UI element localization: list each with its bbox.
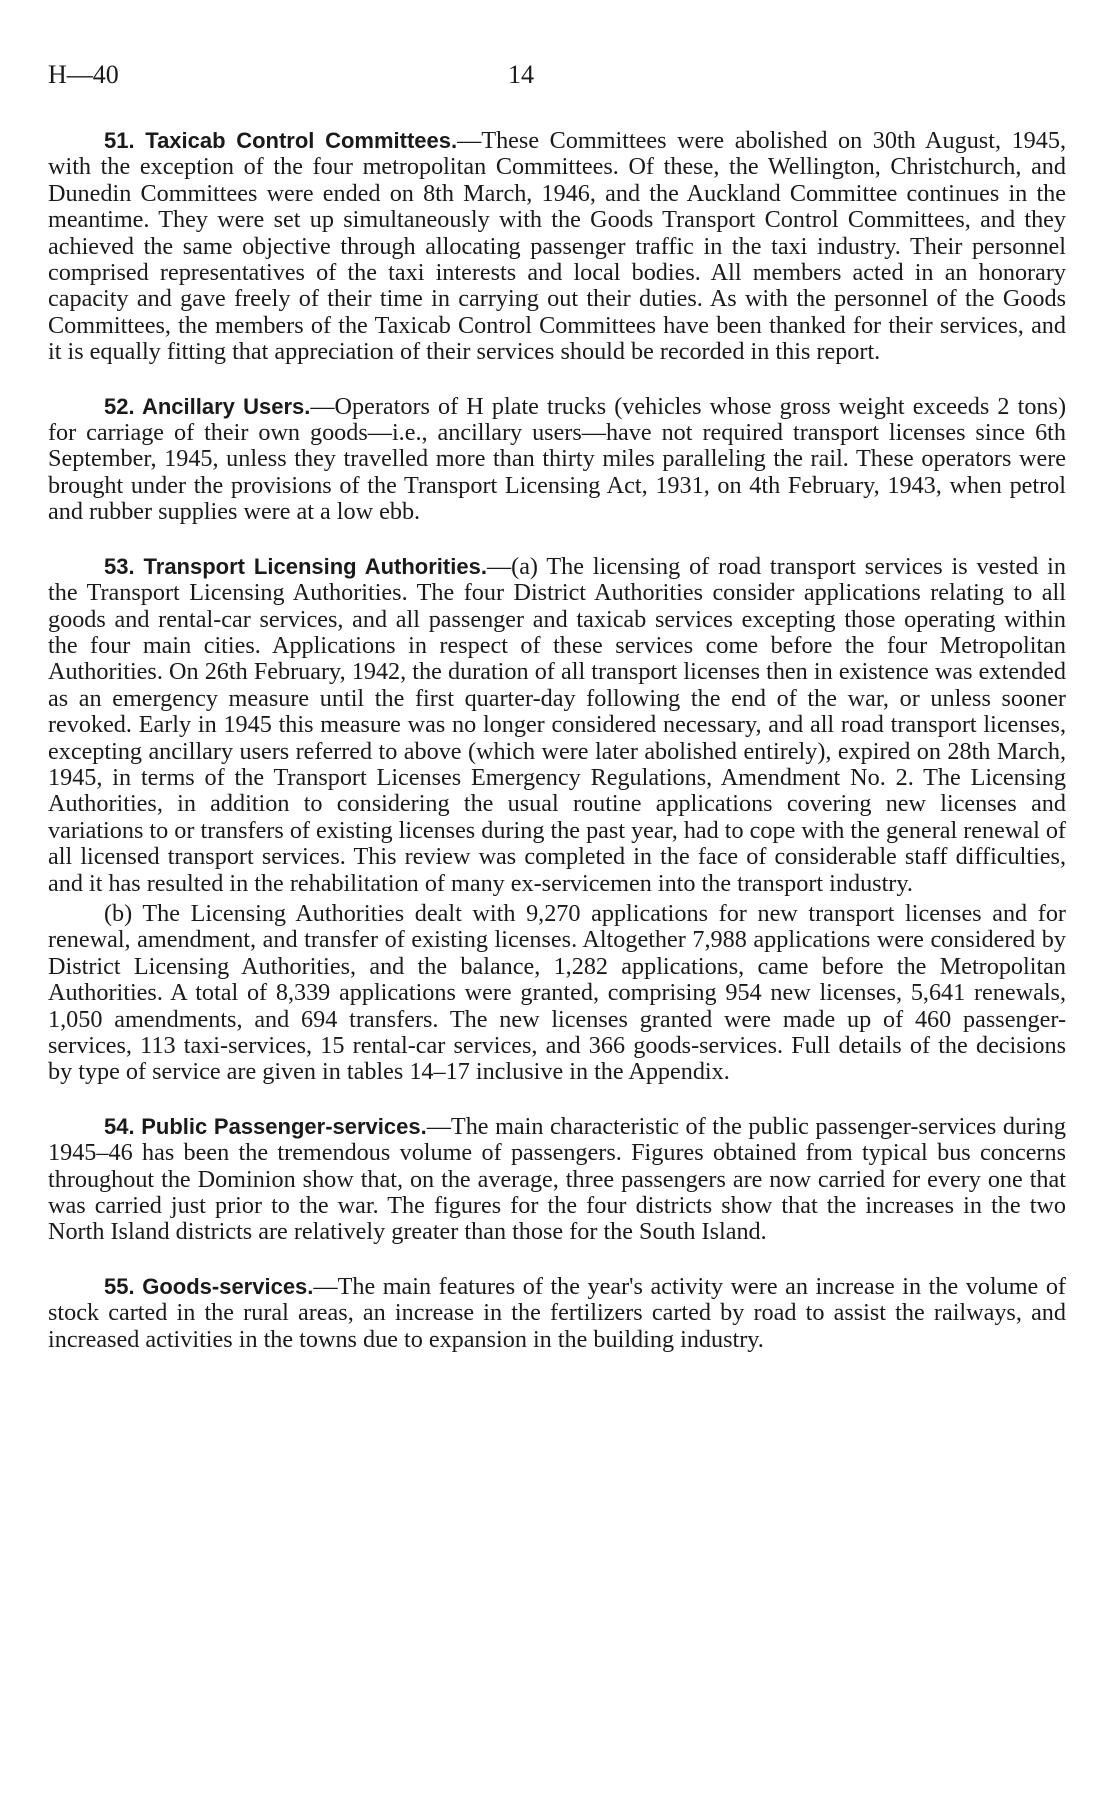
section-55-paragraph — [48, 1274, 1066, 1353]
section-52-text: —Operators of H plate trucks (vehicles whose gross weight exceeds 2 tons) for carriage of their own goods—i.e., ancillary users—have not required transport licenses since 6th September, 1945, unless they travelled more than thirty miles paralleling the rail. These operators were brought under the provisions of the Transport Licensing Act, 1931, on 4th February, 1943, when petrol and rubber supplies were at a low ebb. — [48, 392, 1066, 526]
section-54-text: —The main characteristic of the public passenger-services during 1945–46 has been the tremendous volume of passengers. Figures obtained from typical bus concerns throughout the Dominion show that, on the average, three passengers are now carried for every one that was carried just prior to the war. The figures for the four districts show that the increases in the two North Island districts are relatively greater than those for the South Island. — [48, 1112, 1067, 1246]
document-page — [48, 60, 1066, 1381]
section-53-title: Transport Licensing Authorities. — [143, 553, 487, 579]
section-53-heading — [104, 554, 487, 579]
section-51-number: 51. — [104, 128, 135, 153]
section-52 — [48, 394, 1066, 526]
section-55-number: 55. — [104, 1273, 135, 1299]
section-54-heading — [104, 1114, 427, 1139]
section-52-heading — [104, 394, 310, 419]
section-54-number: 54. — [104, 1113, 135, 1139]
section-55-text: —The main features of the year's activity were an increase in the volume of stock carted in the rural areas, an increase in the fertilizers carted by road to assist the railways, and increased activities in the towns due to expansion in the building industry. — [48, 1272, 1066, 1353]
section-53a-text: —(a) The licensing of road transport services is vested in the Transport Licensing Authorities. The four District Authorities consider applications relating to all goods and rental-car services, and all passenger and taxicab services excepting those operating within the four main cities. Applications in respect of these services come before the four Metropolitan Authorities. On 26th February, 1942, the duration of all transport licenses then in existence was extended as an emergency measure until the first quarter-day following the end of the war, or unless sooner revoked. Early in 1945 this measure was no longer considered necessary, and all road transport licenses, excepting ancillary users referred to above (which were later abolished entirely), expired on 28th March, 1945, in terms of the Transport Licenses Emergency Regulations, Amendment No. 2. The Licensing Authorities, in addition to considering the usual routine applications covering new licenses and variations to or transfers of existing licenses during the past year, had to cope with the general renewal of all licensed transport services. This review was completed in the face of considerable staff difficulties, and it has resulted in the rehabilitation of many ex-servicemen into the transport industry. — [48, 552, 1066, 897]
section-51-text: —These Committees were abolished on 30th August, 1945, with the exception of the four metropolitan Committees. Of these, the Wellington, Christchurch, and Dunedin Committees were ended on 8th March, 1946, and the Auckland Committee continues in the meantime. They were set up simultaneously with the Goods Transport Control Committees, and they achieved the same objective through allocating passenger traffic in the taxi industry. Their personnel comprised representatives of the taxi interests and local bodies. All members acted in an honorary capacity and gave freely of their time in carrying out their duties. As with the personnel of the Goods Committees, the members of the Taxicab Control Committees have been thanked for their services, and it is equally fitting that appreciation of their services should be recorded in this report. — [48, 127, 1067, 366]
section-55-heading — [104, 1274, 313, 1299]
section-54-title: Public Passenger-services. — [141, 1113, 427, 1139]
section-52-title: Ancillary Users. — [141, 393, 311, 419]
section-54-paragraph — [48, 1114, 1066, 1246]
section-55 — [48, 1274, 1066, 1353]
section-51-title: Taxicab Control Committees. — [145, 128, 458, 153]
section-53a-paragraph — [48, 554, 1066, 897]
section-52-number: 52. — [104, 393, 135, 419]
section-52-paragraph — [48, 394, 1066, 526]
section-53 — [48, 554, 1066, 1086]
section-51 — [48, 128, 1066, 366]
section-55-title: Goods-services. — [142, 1273, 314, 1299]
section-54 — [48, 1114, 1066, 1246]
section-53-number: 53. — [104, 553, 135, 579]
section-51-heading — [104, 128, 457, 153]
page-number: 14 — [508, 60, 534, 89]
page-header — [48, 60, 1066, 100]
document-reference: H—40 — [48, 60, 119, 89]
section-51-paragraph — [48, 128, 1066, 366]
section-53b-paragraph: (b) The Licensing Authorities dealt with 9,270 applications for new transport licenses and for renewal, amendment, and transfer of existing licenses. Altogether 7,988 applications were considered by District Licensing Authorities, and the balance, 1,282 applications, came before the Metropolitan Authorities. A total of 8,339 applications were granted, comprising 954 new licenses, 5,641 renewals, 1,050 amendments, and 694 transfers. The new licenses granted were made up of 460 passenger-services, 113 taxi-services, 15 rental-car services, and 366 goods-services. Full details of the decisions by type of service are given in tables 14–17 inclusive in the Appendix. — [48, 899, 1066, 1086]
